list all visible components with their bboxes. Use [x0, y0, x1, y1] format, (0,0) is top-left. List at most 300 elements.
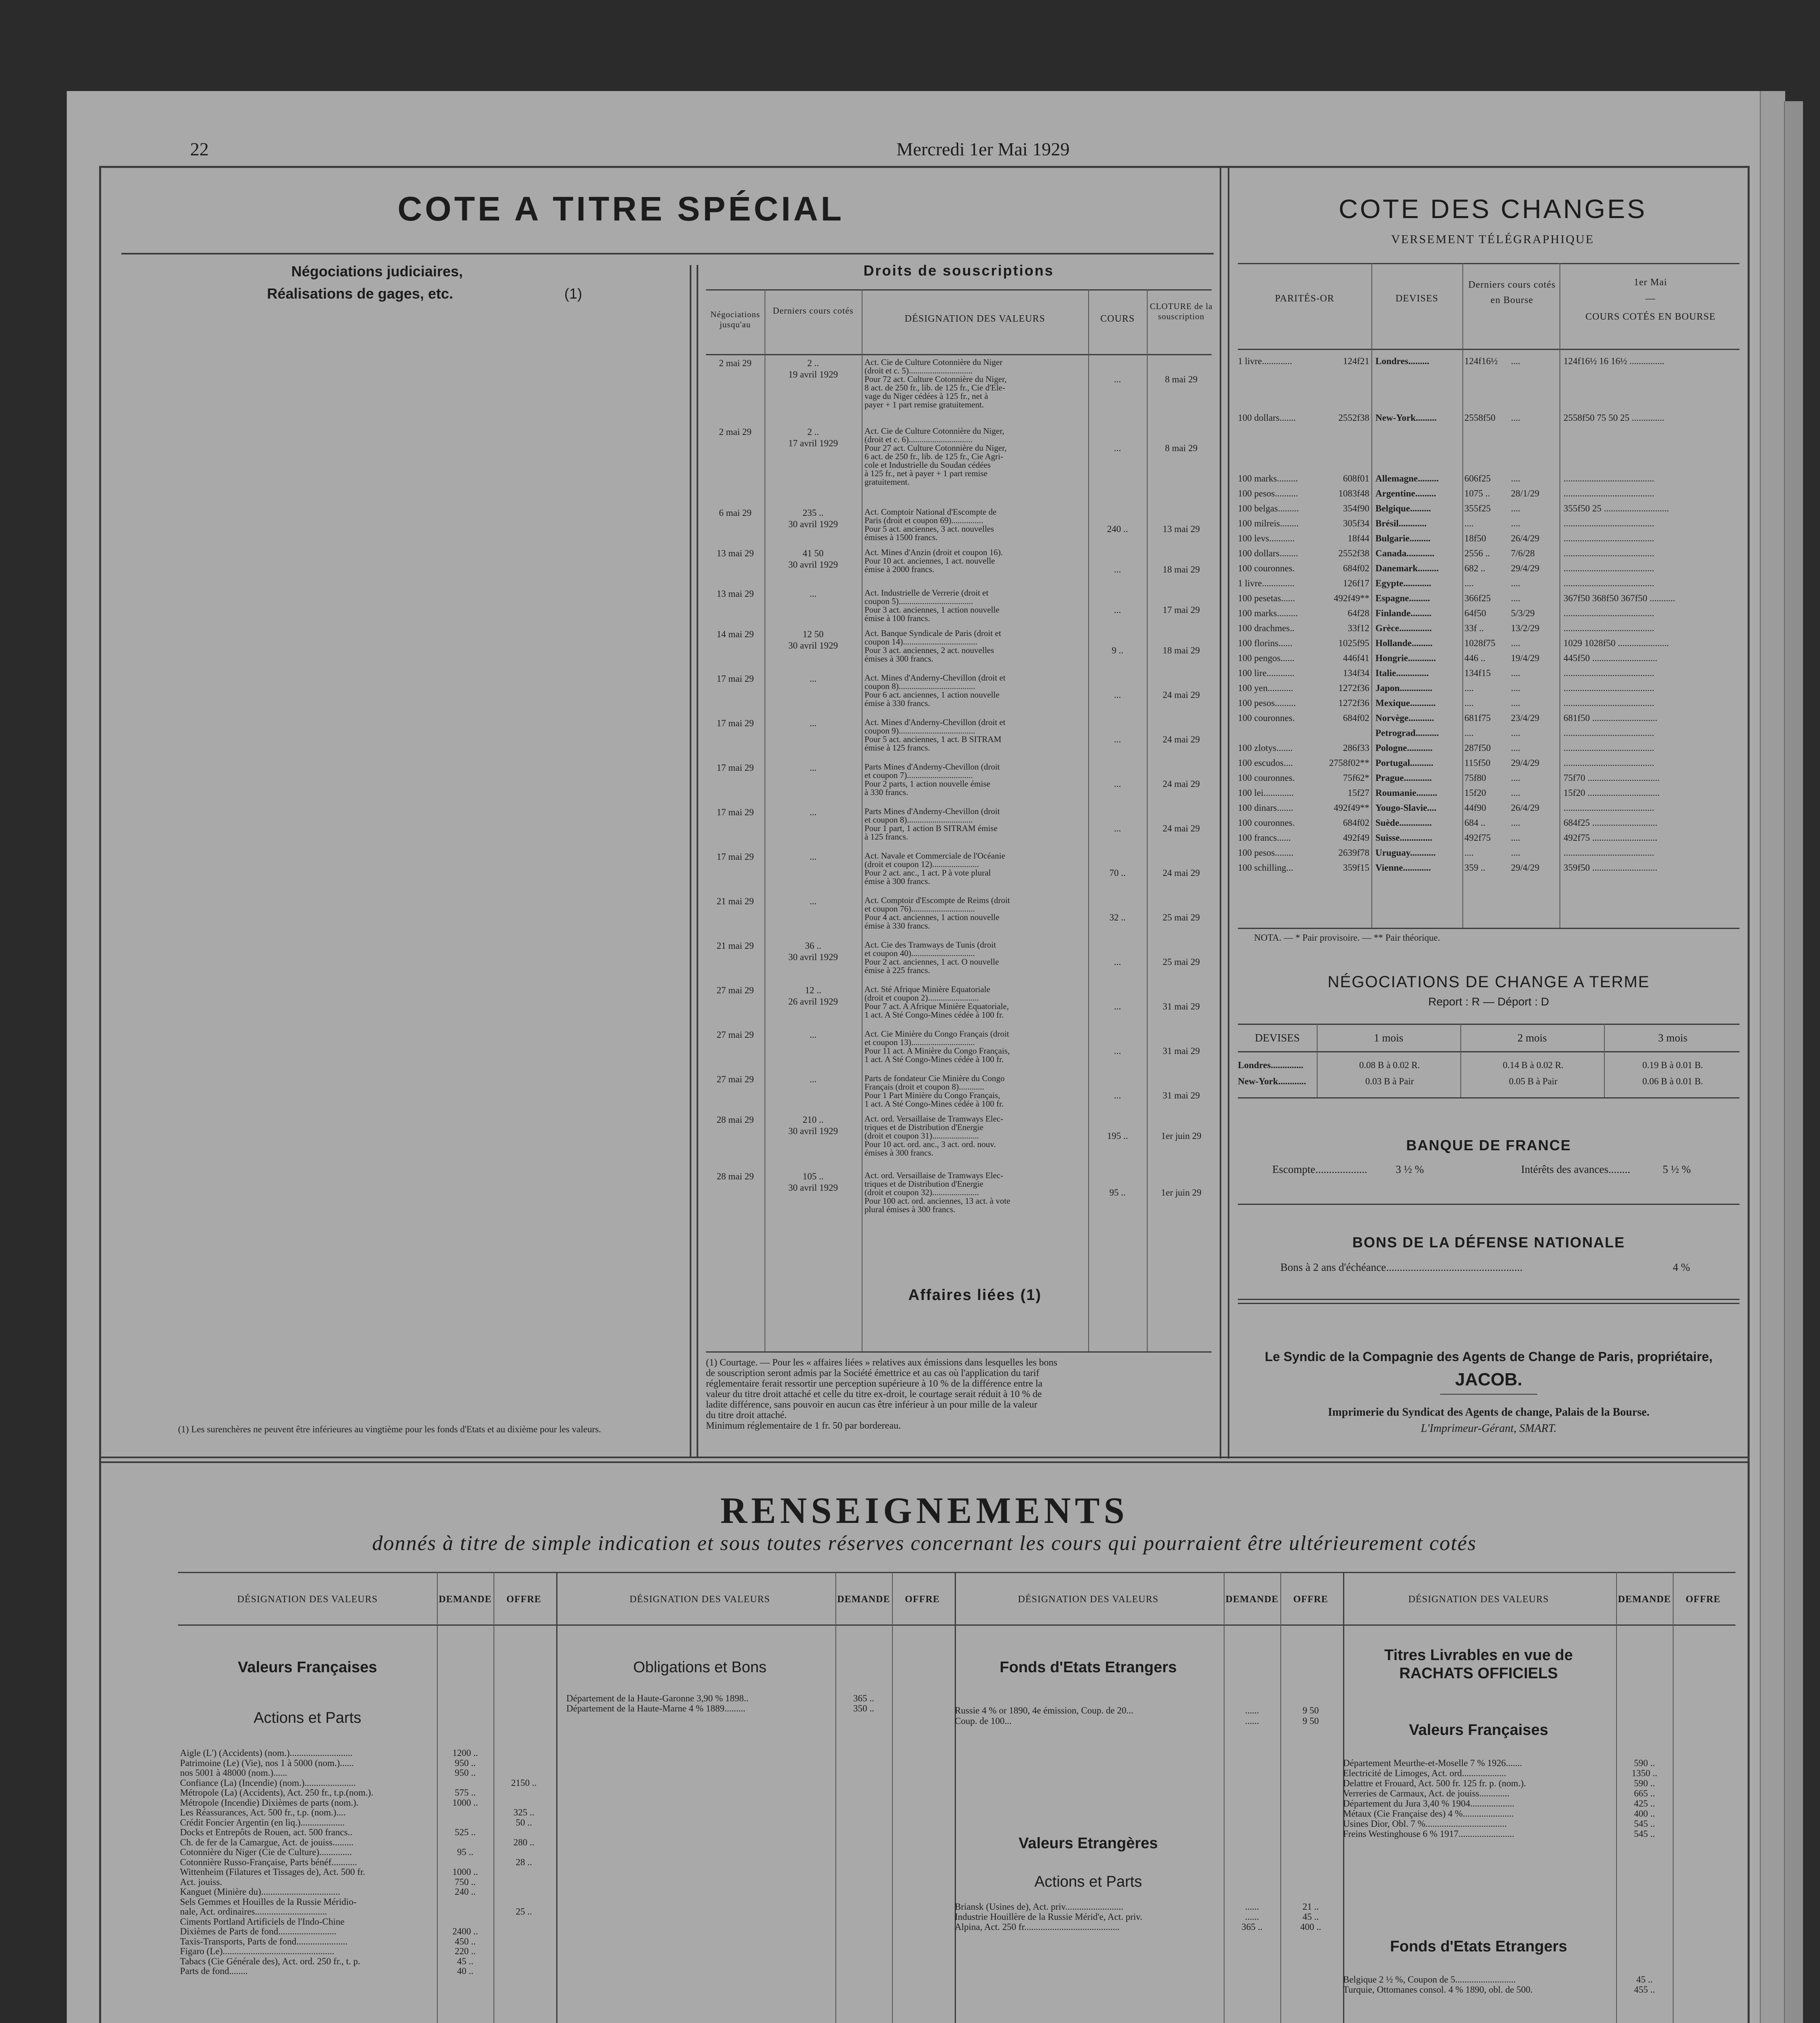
droit-cloture: 24 mai 29: [1163, 868, 1200, 878]
droit-designation: Act. Mines d'Anderny-Chevillon (droit et coupon 9).................................... Pour 5 act. anciennes, 1 act. B SITRAM émise à 125 francs.: [864, 717, 1006, 753]
rens-col-designation: DÉSIGNATION DES VALEURS: [237, 1594, 378, 1605]
droit-dernier-date: 30 avril 1929: [788, 1183, 838, 1193]
rens-row-name: Coup. de 100...: [955, 1716, 1012, 1726]
left-heading-note: (1): [564, 285, 582, 302]
change-dernier-date: 13/2/29: [1511, 623, 1540, 633]
change-dernier-cours: 682 ..: [1464, 563, 1485, 573]
droit-negociation: 2 mai 29: [719, 427, 752, 437]
change-devise: Yougo-Slavie....: [1375, 803, 1437, 813]
change-parite-value: 75f62*: [1343, 773, 1369, 783]
change-parite: 100 levs...........: [1238, 533, 1295, 543]
rens-row-demande: 1200 ..: [452, 1748, 478, 1758]
rens-row-name: Taxis-Transports, Parts de fond......................: [180, 1936, 348, 1947]
change-devise: Danemark.........: [1375, 563, 1439, 573]
bons-line: Bons à 2 ans d'échéance..................................................: [1280, 1261, 1523, 1273]
changes-header-top: [1238, 263, 1739, 264]
droit-cloture: 31 mai 29: [1163, 1046, 1200, 1056]
rens-row-name: nos 5001 à 48000 (nom.)......: [180, 1768, 288, 1778]
droit-dernier-cours: 36 ..: [805, 941, 822, 951]
change-parite: 100 zlotys.......: [1238, 743, 1293, 753]
droit-cours: ...: [1114, 957, 1121, 967]
rens-row-name: Delattre et Frouard, Act. 500 fr. 125 fr. p. (nom.).: [1343, 1778, 1526, 1788]
bons-rule-2: [1238, 1303, 1739, 1304]
rens-row-name: Freins Westinghouse 6 % 1917........................: [1343, 1829, 1515, 1839]
change-dernier-cours: 115f50: [1464, 758, 1491, 768]
rens-row-demande: 545 ..: [1634, 1819, 1655, 1829]
rens-row-name: Wittenheim (Filatures et Tissages de), Act. 500 fr.: [180, 1867, 365, 1877]
page-edge: [1760, 91, 1785, 2023]
change-devise: Italie..............: [1375, 668, 1429, 678]
change-dernier-cours: 1028f75: [1464, 638, 1496, 648]
rens-row-name: Briansk (Usines de), Act. priv.........................: [955, 1902, 1123, 1912]
droit-cours: 240 ..: [1107, 524, 1128, 534]
bons-rule: [1238, 1299, 1739, 1300]
rens-row-demande: 1350 ..: [1631, 1768, 1657, 1778]
rens-col-rule: [437, 1572, 438, 2023]
change-parite-value: 684f02: [1343, 713, 1369, 723]
bons-value: 4 %: [1673, 1261, 1690, 1273]
rens-section-heading: Fonds d'Etats Etrangers: [1390, 1938, 1567, 1955]
change-parite-value: 1272f36: [1338, 698, 1369, 708]
rens-section-heading: Obligations et Bons: [633, 1659, 767, 1676]
droit-designation: Act. Cie des Tramways de Tunis (droit et coupon 40).............................. Pour 2 act. anciennes, 1 act. O nouvelle émise à 225 francs.: [864, 940, 999, 975]
rens-row-name: nale, Act. ordinaires...............................: [180, 1906, 327, 1917]
terme-title: NÉGOCIATIONS DE CHANGE A TERME: [1327, 973, 1650, 991]
change-parite: 100 yen...........: [1238, 683, 1293, 693]
change-parite: 100 dollars........: [1238, 548, 1298, 558]
change-devise: Suède..............: [1375, 818, 1432, 828]
change-devise: Norvège...........: [1375, 713, 1434, 723]
change-parite-value: 1083f48: [1338, 488, 1369, 498]
rens-row-demande: ......: [1245, 1912, 1259, 1922]
droit-dernier-date: 17 avril 1929: [788, 438, 838, 448]
divider-renseignements-2: [99, 1461, 1750, 1463]
rens-row-offre: 28 ..: [515, 1857, 532, 1867]
terme-subtitle: Report : R — Déport : D: [1428, 995, 1549, 1008]
change-dernier-date: 5/3/29: [1511, 608, 1535, 618]
change-cours-cotes: 445f50 ............................: [1564, 653, 1657, 663]
changes-header-bottom: [1238, 349, 1739, 350]
left-footnote: (1) Les surenchères ne peuvent être inférieures au vingtième pour les fonds d'Etats et au dixième pour les valeurs.: [178, 1424, 601, 1434]
page-number: 22: [190, 139, 209, 159]
rens-section-heading: Actions et Parts: [253, 1709, 362, 1726]
change-dernier-cours: 2558f50: [1464, 413, 1496, 423]
change-cours-cotes: .......................................: [1564, 488, 1655, 498]
change-devise: Canada............: [1375, 548, 1434, 558]
change-devise: Argentine.........: [1375, 488, 1437, 498]
rens-row-demande: ......: [1245, 1902, 1259, 1912]
change-parite-value: 1272f36: [1338, 683, 1369, 693]
change-cours-cotes: .......................................: [1564, 623, 1655, 633]
droit-cours: ...: [1114, 605, 1121, 615]
change-parite-value: 1025f95: [1338, 638, 1369, 648]
change-cours-cotes: .......................................: [1564, 758, 1655, 768]
change-cours-cotes: 1029 1028f50 ......................: [1564, 638, 1669, 648]
rens-row-offre: 45 ..: [1302, 1912, 1319, 1922]
change-dernier-date: ....: [1511, 413, 1520, 423]
rens-row-name: Tabacs (Cie Générale des), Act. ord. 250 fr., t. p.: [180, 1956, 360, 1966]
gerant-line: L'Imprimeur-Gérant, SMART.: [1421, 1422, 1557, 1435]
droit-dernier-cours: ...: [809, 1074, 817, 1084]
droit-cours: ...: [1114, 374, 1121, 384]
divider-changes: [1220, 166, 1221, 1459]
change-parite-value: 64f28: [1348, 608, 1369, 618]
droit-cours: 195 ..: [1107, 1131, 1128, 1141]
banque-title: BANQUE DE FRANCE: [1406, 1137, 1571, 1154]
change-cours-cotes: .......................................: [1564, 473, 1655, 483]
rens-col-rule: [1673, 1572, 1674, 2023]
droit-cloture: 25 mai 29: [1163, 957, 1200, 967]
syndic-name: JACOB.: [1455, 1370, 1523, 1389]
terme-header-top: [1238, 1024, 1739, 1025]
change-dernier-cours: 359 ..: [1464, 863, 1485, 873]
rens-row-name: Usines Dior, Obl. 7 %...................................: [1343, 1819, 1507, 1829]
droit-cours: 70 ..: [1109, 868, 1126, 878]
change-cours-cotes: 15f20 ...............................: [1564, 788, 1660, 798]
change-dernier-date: ....: [1511, 833, 1520, 843]
droit-dernier-date: 26 avril 1929: [788, 997, 838, 1007]
change-parite-value: 2552f38: [1338, 413, 1369, 423]
change-parite-value: 359f15: [1343, 863, 1369, 873]
col-parites: PARITÉS-OR: [1275, 293, 1335, 304]
rens-row-name: Russie 4 % or 1890, 4e émission, Coup. de 20...: [955, 1705, 1134, 1716]
change-cours-cotes: 355f50 25 ............................: [1564, 503, 1669, 513]
change-parite: 100 dinars.......: [1238, 803, 1293, 813]
change-cours-cotes: .......................................: [1564, 563, 1655, 573]
droit-negociation: 14 mai 29: [716, 629, 754, 639]
droit-negociation: 13 mai 29: [716, 589, 754, 599]
rens-row-name: Kanguet (Minière du)..................................: [180, 1887, 341, 1897]
droit-designation: Act. Navale et Commerciale de l'Océanie (droit et coupon 12)...................... Pour 2 act. anc., 1 act. P à vote plural émise à 300 francs.: [864, 851, 1005, 886]
rens-col-rule: [1280, 1572, 1281, 2023]
droit-cours: ...: [1114, 1046, 1121, 1056]
terme-col-3mois: 3 mois: [1658, 1032, 1688, 1044]
change-dernier-date: 7/6/28: [1511, 548, 1535, 558]
col-cours: COURS: [1100, 314, 1135, 324]
droit-negociation: 27 mai 29: [716, 985, 754, 995]
rens-row-demande: 590 ..: [1634, 1758, 1655, 1768]
change-dernier-cours: 44f90: [1464, 803, 1486, 813]
change-dernier-date: ....: [1511, 683, 1520, 693]
change-dernier-cours: 64f50: [1464, 608, 1486, 618]
rens-row-name: Dixièmes de Parts de fond.........................: [180, 1926, 337, 1936]
rens-col-divider: [955, 1572, 956, 2023]
rens-row-name: Industrie Houillère de la Russie Mérid'e, Act. priv.: [955, 1912, 1142, 1922]
droit-cours: ...: [1114, 779, 1121, 789]
droit-negociation: 21 mai 29: [716, 941, 754, 951]
droit-dernier-cours: ...: [809, 1030, 817, 1040]
terme-2mois: 0.05 B à Pair: [1509, 1076, 1558, 1086]
bons-title: BONS DE LA DÉFENSE NATIONALE: [1352, 1234, 1625, 1251]
rens-row-offre: 25 ..: [515, 1906, 532, 1917]
rens-section-heading: Valeurs Etrangères: [1018, 1835, 1158, 1852]
rens-row-name: Sels Gemmes et Houilles de la Russie Méridio-: [180, 1896, 357, 1907]
change-dernier-cours: ....: [1464, 578, 1474, 588]
change-parite: 100 couronnes.: [1238, 713, 1295, 723]
change-dernier-date: 23/4/29: [1511, 713, 1540, 723]
rens-row-offre: 21 ..: [1302, 1902, 1319, 1912]
changes-bottom-rule: [1238, 928, 1739, 929]
rens-row-demande: 950 ..: [455, 1768, 476, 1778]
change-parite: 100 pesetas......: [1238, 593, 1295, 603]
change-cours-cotes: .......................................: [1564, 683, 1655, 693]
rens-row-demande: 455 ..: [1634, 1985, 1655, 1995]
change-devise: Grèce..............: [1375, 623, 1432, 633]
rens-row-demande: 750 ..: [455, 1877, 476, 1887]
droit-designation: Parts de fondateur Cie Minière du Congo Français (droit et coupon 8)............ Pour 1 Part Minière du Congo Français, 1 act. A Sté Congo-Mines cédée à 100 fr.: [864, 1073, 1005, 1109]
droit-negociation: 28 mai 29: [716, 1115, 754, 1125]
change-dernier-cours: 355f25: [1464, 503, 1491, 513]
change-devise: Belgique.........: [1375, 503, 1431, 513]
droit-cloture: 1er juin 29: [1161, 1131, 1201, 1141]
rens-row-offre: 280 ..: [513, 1837, 534, 1847]
change-devise: Japon..............: [1375, 683, 1432, 693]
change-cours-cotes: .......................................: [1564, 668, 1655, 678]
change-cours-cotes: .......................................: [1564, 548, 1655, 558]
change-parite: 100 escudos....: [1238, 758, 1293, 768]
banque-escompte-label: Escompte...................: [1272, 1163, 1367, 1175]
terme-1mois: 0.03 B à Pair: [1365, 1076, 1414, 1086]
page-date: Mercredi 1er Mai 1929: [896, 139, 1070, 159]
change-dernier-cours: 287f50: [1464, 743, 1491, 753]
droit-cours: 9 ..: [1112, 645, 1123, 655]
change-parite: 100 couronnes.: [1238, 773, 1295, 783]
rens-col-designation: DÉSIGNATION DES VALEURS: [629, 1594, 770, 1605]
courtage-note: (1) Courtage. — Pour les « affaires liées » relatives aux émissions dans lesquelles les bons de souscription seront admis par la Société émettrice et au cas où l'application du tarif réglementaire ferait ressortir une perception supérieure à 10 % de la différence entre la valeur du titre droit attaché et celle du titre ex-droit, le courtage serait réduit à 10 % de ladite différence, sans pouvoir en aucun cas être inférieur à un pour mille de la valeur du titre droit attaché. Minimum réglementaire de 1 fr. 50 par bordereau.: [706, 1357, 1057, 1431]
rens-col-demande: DEMANDE: [1225, 1594, 1279, 1605]
left-heading-2: Réalisations de gages, etc.: [267, 285, 453, 302]
rens-row-demande: 590 ..: [1634, 1778, 1655, 1788]
change-parite-value: 492f49**: [1333, 593, 1369, 603]
rens-section-heading: Actions et Parts: [1034, 1873, 1142, 1890]
change-parite-value: 305f34: [1343, 518, 1369, 528]
change-devise: Suisse..............: [1375, 833, 1432, 843]
droit-cloture: 24 mai 29: [1163, 779, 1200, 789]
droit-negociation: 6 mai 29: [719, 508, 752, 518]
change-parite: 100 pesos........: [1238, 848, 1294, 858]
change-dernier-cours: 18f50: [1464, 533, 1486, 543]
rens-row-name: Turquie, Ottomanes consol. 4 % 1890, obl. de 500.: [1343, 1985, 1533, 1995]
change-dernier-date: 29/4/29: [1511, 563, 1540, 573]
droit-dernier-date: 30 avril 1929: [788, 519, 838, 529]
rens-section-heading: Titres Livrables en vue de: [1384, 1647, 1573, 1664]
rens-col-rule: [835, 1572, 836, 2023]
droit-dernier-cours: 2 ..: [807, 427, 819, 437]
change-cours-cotes: .......................................: [1564, 533, 1655, 543]
change-dernier-cours: 492f75: [1464, 833, 1491, 843]
change-cours-cotes: .......................................: [1564, 728, 1655, 738]
change-parite: 100 marks.........: [1238, 473, 1298, 483]
rens-row-demande: 400 ..: [1634, 1809, 1655, 1819]
terme-3mois: 0.19 B à 0.01 B.: [1642, 1060, 1703, 1070]
terme-3mois: 0.06 B à 0.01 B.: [1642, 1076, 1703, 1086]
droit-designation: Act. Banque Syndicale de Paris (droit et coupon 14)................................... Pour 3 act. anciennes, 2 act. nouvelles émises à 300 francs.: [864, 628, 1001, 664]
rens-col-designation: DÉSIGNATION DES VALEURS: [1408, 1594, 1549, 1605]
droit-designation: Act. ord. Versaillaise de Tramways Elec- triques et de Distribution d'Energie (droit et coupon 31)...................... Pour 10 act. ord. anc., 3 act. ord. nouv. émises à 300 francs.: [864, 1114, 1004, 1158]
droit-dernier-cours: ...: [809, 718, 817, 728]
droit-designation: Act. Comptoir d'Escompte de Reims (droit et coupon 76).............................. Pour 4 act. anciennes, 1 action nouvelle émise à 330 francs.: [864, 895, 1010, 931]
change-devise: Brésil............: [1375, 518, 1427, 528]
change-parite: 100 francs......: [1238, 833, 1291, 843]
change-parite-value: 126f17: [1343, 578, 1369, 588]
change-parite: 100 couronnes.: [1238, 563, 1295, 573]
rens-row-name: Patrimoine (Le) (Vie), nos 1 à 5000 (nom.)......: [180, 1758, 354, 1768]
droit-designation: Act. Cie de Culture Cotonnière du Niger (droit et c. 5).............................. Pour 72 act. Culture Cotonnière du Niger, 8 act. de 250 fr., lib. de 125 fr., Cie d'Ele- vage du Niger cédées à 125 fr., net à payer + 1 part remise gratuitement.: [864, 357, 1007, 409]
rens-row-demande: 240 ..: [455, 1887, 476, 1897]
change-dernier-date: 29/4/29: [1511, 863, 1540, 873]
rens-col-demande: DEMANDE: [837, 1594, 890, 1605]
change-cours-cotes: .......................................: [1564, 848, 1655, 858]
rens-row-demande: 425 ..: [1634, 1798, 1655, 1809]
droit-cloture: 13 mai 29: [1163, 524, 1200, 534]
change-devise: Mexique...........: [1375, 698, 1436, 708]
change-devise: Hollande.........: [1375, 638, 1433, 648]
droits-bottom-rule: [706, 1351, 1212, 1353]
rens-row-name: Métropole (La) (Accidents), Act. 250 fr., t.p.(nom.).: [180, 1788, 373, 1798]
change-dernier-cours: 33f ..: [1464, 623, 1484, 633]
droit-cloture: 31 mai 29: [1163, 1090, 1200, 1101]
col-dash: —: [1645, 293, 1656, 304]
change-parite-value: 18f44: [1348, 533, 1369, 543]
droit-cloture: 17 mai 29: [1163, 605, 1200, 615]
rens-row-name: Département de la Haute-Garonne 3,90 % 1898..: [566, 1693, 749, 1703]
terme-bottom-rule: [1238, 1097, 1739, 1098]
change-devise: Prague............: [1375, 773, 1432, 783]
rens-row-name: Département Meurthe-et-Moselle 7 % 1926.......: [1343, 1758, 1522, 1768]
change-dernier-date: ....: [1511, 788, 1520, 798]
change-dernier-date: ....: [1511, 773, 1520, 783]
droits-header-bottom: [706, 354, 1212, 355]
change-devise: Londres.........: [1375, 356, 1430, 366]
rens-row-demande: 95 ..: [457, 1847, 474, 1857]
change-parite: 100 lei.............: [1238, 788, 1294, 798]
change-parite-value: 15f27: [1348, 788, 1369, 798]
change-dernier-date: 26/4/29: [1511, 803, 1540, 813]
terme-col-1mois: 1 mois: [1374, 1032, 1403, 1044]
droit-negociation: 21 mai 29: [716, 896, 754, 906]
droit-cloture: 18 mai 29: [1163, 564, 1200, 575]
droit-negociation: 17 mai 29: [716, 674, 754, 684]
droit-dernier-cours: ...: [809, 589, 817, 599]
change-dernier-date: ....: [1511, 698, 1520, 708]
change-devise: Egypte............: [1375, 578, 1431, 588]
divider-changes-2: [1228, 166, 1229, 1459]
change-dernier-date: 26/4/29: [1511, 533, 1540, 543]
changes-subtitle: VERSEMENT TÉLÉGRAPHIQUE: [1391, 233, 1595, 246]
change-dernier-date: ....: [1511, 518, 1520, 528]
rens-row-name: Métaux (Cie Française des) 4 %......................: [1343, 1809, 1514, 1819]
change-parite-value: 124f21: [1343, 356, 1369, 366]
change-cours-cotes: 2558f50 75 50 25 ..............: [1564, 413, 1665, 423]
rens-section-heading: Valeurs Françaises: [237, 1659, 377, 1676]
terme-devise: Londres..............: [1238, 1060, 1303, 1070]
changes-col-rule: [1462, 263, 1463, 929]
droit-dernier-date: 30 avril 1929: [788, 640, 838, 651]
change-dernier-cours: 684 ..: [1464, 818, 1485, 828]
change-cours-cotes: .......................................: [1564, 518, 1655, 528]
change-dernier-cours: ....: [1464, 848, 1474, 858]
change-dernier-cours: ....: [1464, 728, 1474, 738]
rens-row-offre: 50 ..: [515, 1817, 532, 1828]
change-parite-value: 492f49**: [1333, 803, 1369, 813]
change-parite: 100 pesos..........: [1238, 488, 1298, 498]
col-designation: DÉSIGNATION DES VALEURS: [905, 314, 1045, 324]
change-devise: Allemagne.........: [1375, 473, 1439, 483]
rens-row-name: Parts de fond........: [180, 1966, 248, 1976]
rens-row-demande: 525 ..: [455, 1827, 476, 1837]
droit-negociation: 17 mai 29: [716, 718, 754, 728]
rens-row-name: Cotonnière du Niger (Cie de Culture)..............: [180, 1847, 352, 1857]
rens-row-demande: 950 ..: [455, 1758, 476, 1768]
droit-cloture: 24 mai 29: [1163, 734, 1200, 744]
rens-row-demande: 365 ..: [853, 1693, 874, 1703]
rens-row-name: Docks et Entrepôts de Rouen, act. 500 francs..: [180, 1827, 353, 1837]
change-cours-cotes: .......................................: [1564, 698, 1655, 708]
droit-dernier-cours: 12 ..: [805, 985, 822, 995]
change-devise: Roumanie.........: [1375, 788, 1437, 798]
change-parite-value: 446f41: [1343, 653, 1369, 663]
droit-negociation: 28 mai 29: [716, 1171, 754, 1181]
change-dernier-cours: ....: [1464, 518, 1474, 528]
terme-col-2mois: 2 mois: [1517, 1032, 1547, 1044]
change-dernier-date: ....: [1511, 818, 1520, 828]
rens-section-heading: RACHATS OFFICIELS: [1399, 1665, 1558, 1682]
terme-col-rule: [1317, 1024, 1318, 1098]
change-cours-cotes: .......................................: [1564, 803, 1655, 813]
rens-row-name: Aigle (L') (Accidents) (nom.)...........................: [180, 1748, 353, 1758]
droit-designation: Act. Comptoir National d'Escompte de Paris (droit et coupon 69)............... Pour 5 act. anciennes, 3 act. nouvelles émises à 1500 francs.: [864, 507, 997, 542]
change-dernier-date: ....: [1511, 578, 1520, 588]
col-devises: DEVISES: [1395, 293, 1439, 304]
rens-section-heading: Fonds d'Etats Etrangers: [1000, 1659, 1177, 1676]
droits-col-rule: [1088, 289, 1089, 1351]
change-dernier-cours: 681f75: [1464, 713, 1491, 723]
change-parite: 100 dollars.......: [1238, 413, 1296, 423]
change-dernier-date: ....: [1511, 593, 1520, 603]
droit-dernier-cours: 105 ..: [803, 1171, 824, 1181]
rens-col-offre: OFFRE: [1293, 1594, 1328, 1605]
rens-row-name: Crédit Foncier Argentin (en liq.)...................: [180, 1817, 345, 1828]
droit-negociation: 17 mai 29: [716, 763, 754, 773]
change-parite: 100 couronnes.: [1238, 818, 1295, 828]
rens-row-name: Alpina, Act. 250 fr.........................................: [955, 1922, 1120, 1932]
droit-dernier-cours: ...: [809, 763, 817, 773]
change-devise: Portugal..........: [1375, 758, 1434, 768]
change-parite-value: 492f49: [1343, 833, 1369, 843]
rens-row-name: Act. jouiss.: [180, 1877, 222, 1887]
rens-row-demande: 45 ..: [457, 1956, 474, 1966]
change-parite: 100 pesos.........: [1238, 698, 1296, 708]
droit-cloture: 24 mai 29: [1163, 823, 1200, 833]
change-parite-value: 2639f78: [1338, 848, 1369, 858]
change-dernier-cours: 2556 ..: [1464, 548, 1490, 558]
droit-designation: Act. Mines d'Anderny-Chevillon (droit et coupon 8).................................... Pour 6 act. anciennes, 1 action nouvelle émise à 330 francs.: [864, 673, 1006, 708]
droit-cloture: 31 mai 29: [1163, 1001, 1200, 1012]
syndic-line: Le Syndic de la Compagnie des Agents de Change de Paris, propriétaire,: [1265, 1349, 1713, 1364]
rens-row-demande: ......: [1245, 1716, 1259, 1726]
title-rule: [121, 253, 1214, 254]
change-devise: Uruguay...........: [1375, 848, 1436, 858]
col-cloture: CLOTURE de la souscription: [1150, 301, 1213, 321]
change-parite-value: 33f12: [1348, 623, 1369, 633]
change-devise: Hongrie............: [1375, 653, 1436, 663]
terme-header-bottom: [1238, 1051, 1739, 1052]
change-dernier-cours: 1075 ..: [1464, 488, 1490, 498]
change-cours-cotes: 681f50 ............................: [1564, 713, 1657, 723]
rens-row-name: Département du Jura 3,40 % 1904...................: [1343, 1798, 1515, 1809]
droit-cours: 32 ..: [1109, 912, 1126, 922]
droit-dernier-cours: 12 50: [803, 629, 824, 639]
